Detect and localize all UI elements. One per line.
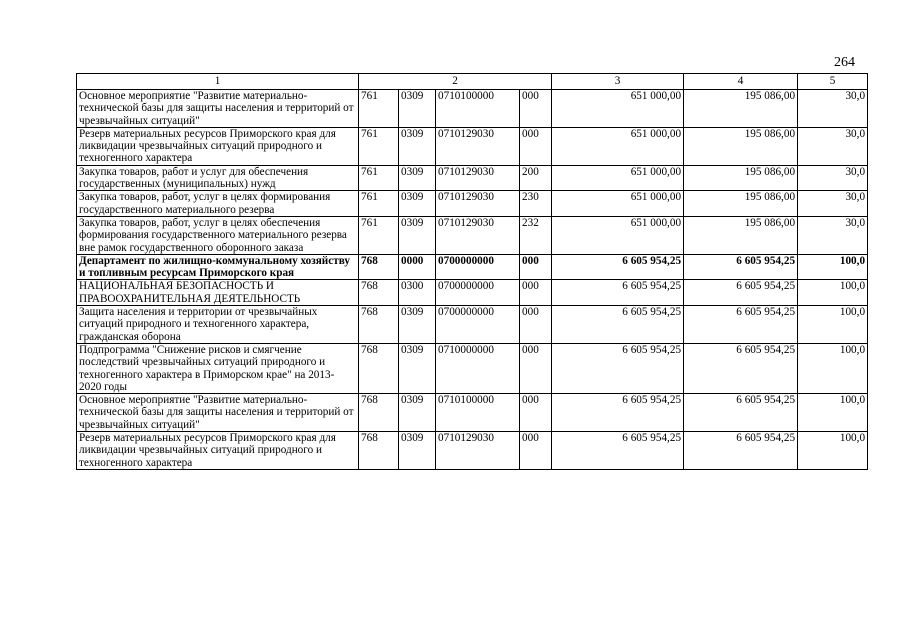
table-row — [77, 306, 868, 344]
row-ved-code: 761 — [359, 127, 399, 165]
row-ved-code: 768 — [359, 306, 399, 344]
row-ved-code: 761 — [359, 191, 399, 217]
row-expense-type-code: 000 — [520, 394, 552, 432]
row-actual-amount: 6 605 954,25 — [684, 306, 798, 344]
row-actual-amount: 195 086,00 — [684, 191, 798, 217]
row-percent: 100,0 — [798, 280, 868, 306]
row-actual-amount: 6 605 954,25 — [684, 394, 798, 432]
table-row — [77, 394, 868, 432]
row-expense-type-code: 000 — [520, 343, 552, 393]
row-section-code: 0309 — [399, 191, 436, 217]
row-name: Закупка товаров, работ, услуг в целях обеспечения формирования государственного материального резерва вне рамок государственного оборонного заказа — [77, 216, 359, 254]
row-ved-code: 761 — [359, 165, 399, 191]
row-actual-amount: 6 605 954,25 — [684, 343, 798, 393]
row-target-code: 0710129030 — [436, 165, 520, 191]
row-percent: 100,0 — [798, 254, 868, 280]
row-section-code: 0309 — [399, 306, 436, 344]
row-percent: 100,0 — [798, 432, 868, 470]
row-actual-amount: 195 086,00 — [684, 90, 798, 128]
row-percent: 100,0 — [798, 306, 868, 344]
table-row — [77, 165, 868, 191]
row-section-code: 0309 — [399, 216, 436, 254]
row-section-code: 0309 — [399, 127, 436, 165]
row-section-code: 0309 — [399, 343, 436, 393]
row-name: Подпрограмма "Снижение рисков и смягчение последствий чрезвычайных ситуаций природного и техногенного характера в Приморском крае" на 2013-2020 годы — [77, 343, 359, 393]
row-expense-type-code: 200 — [520, 165, 552, 191]
column-header-2: 2 — [359, 74, 552, 90]
row-percent: 100,0 — [798, 394, 868, 432]
row-actual-amount: 195 086,00 — [684, 216, 798, 254]
header-row — [77, 74, 868, 90]
row-target-code: 0710100000 — [436, 90, 520, 128]
row-section-code: 0309 — [399, 165, 436, 191]
row-planned-amount: 6 605 954,25 — [552, 394, 684, 432]
row-percent: 30,0 — [798, 127, 868, 165]
row-ved-code: 768 — [359, 343, 399, 393]
row-planned-amount: 6 605 954,25 — [552, 432, 684, 470]
row-section-code: 0309 — [399, 394, 436, 432]
row-ved-code: 768 — [359, 280, 399, 306]
row-planned-amount: 6 605 954,25 — [552, 343, 684, 393]
row-section-code: 0309 — [399, 90, 436, 128]
table-row — [77, 90, 868, 128]
row-actual-amount: 6 605 954,25 — [684, 254, 798, 280]
row-ved-code: 768 — [359, 254, 399, 280]
row-expense-type-code: 000 — [520, 306, 552, 344]
row-target-code: 0710129030 — [436, 432, 520, 470]
table-row — [77, 280, 868, 306]
row-planned-amount: 651 000,00 — [552, 165, 684, 191]
column-header-1: 1 — [77, 74, 359, 90]
row-section-code: 0309 — [399, 432, 436, 470]
row-name: Резерв материальных ресурсов Приморского края для ликвидации чрезвычайных ситуаций природного и техногенного характера — [77, 432, 359, 470]
row-percent: 100,0 — [798, 343, 868, 393]
row-expense-type-code: 000 — [520, 90, 552, 128]
column-header-3: 3 — [552, 74, 684, 90]
row-ved-code: 768 — [359, 432, 399, 470]
row-percent: 30,0 — [798, 90, 868, 128]
row-section-code: 0000 — [399, 254, 436, 280]
row-ved-code: 761 — [359, 90, 399, 128]
row-target-code: 0710000000 — [436, 343, 520, 393]
row-target-code: 0700000000 — [436, 280, 520, 306]
row-planned-amount: 651 000,00 — [552, 191, 684, 217]
row-target-code: 0710100000 — [436, 394, 520, 432]
row-expense-type-code: 230 — [520, 191, 552, 217]
table-row — [77, 254, 868, 280]
row-section-code: 0300 — [399, 280, 436, 306]
row-expense-type-code: 232 — [520, 216, 552, 254]
table-row — [77, 432, 868, 470]
row-planned-amount: 651 000,00 — [552, 90, 684, 128]
row-name: Резерв материальных ресурсов Приморского края для ликвидации чрезвычайных ситуаций природного и техногенного характера — [77, 127, 359, 165]
row-name: Основное мероприятие "Развитие материально-технической базы для защиты населения и территорий от чрезвычайных ситуаций" — [77, 90, 359, 128]
row-percent: 30,0 — [798, 216, 868, 254]
row-target-code: 0710129030 — [436, 191, 520, 217]
row-target-code: 0700000000 — [436, 306, 520, 344]
row-planned-amount: 651 000,00 — [552, 216, 684, 254]
row-ved-code: 761 — [359, 216, 399, 254]
row-name: Основное мероприятие "Развитие материально-технической базы для защиты населения и территорий от чрезвычайных ситуаций" — [77, 394, 359, 432]
row-target-code: 0710129030 — [436, 216, 520, 254]
page-number: 264 — [834, 55, 855, 70]
row-actual-amount: 6 605 954,25 — [684, 280, 798, 306]
row-name: Закупка товаров, работ, услуг в целях формирования государственного материального резерва — [77, 191, 359, 217]
row-name: НАЦИОНАЛЬНАЯ БЕЗОПАСНОСТЬ И ПРАВООХРАНИТЕЛЬНАЯ ДЕЯТЕЛЬНОСТЬ — [77, 280, 359, 306]
row-name: Защита населения и территории от чрезвычайных ситуаций природного и техногенного характера, гражданская оборона — [77, 306, 359, 344]
row-expense-type-code: 000 — [520, 254, 552, 280]
table-row — [77, 343, 868, 393]
row-target-code: 0700000000 — [436, 254, 520, 280]
row-planned-amount: 651 000,00 — [552, 127, 684, 165]
row-target-code: 0710129030 — [436, 127, 520, 165]
column-header-5: 5 — [798, 74, 868, 90]
row-planned-amount: 6 605 954,25 — [552, 306, 684, 344]
table-row — [77, 191, 868, 217]
row-planned-amount: 6 605 954,25 — [552, 254, 684, 280]
row-planned-amount: 6 605 954,25 — [552, 280, 684, 306]
row-name: Департамент по жилищно-коммунальному хозяйству и топливным ресурсам Приморского края — [77, 254, 359, 280]
row-actual-amount: 6 605 954,25 — [684, 432, 798, 470]
row-expense-type-code: 000 — [520, 432, 552, 470]
row-expense-type-code: 000 — [520, 127, 552, 165]
row-actual-amount: 195 086,00 — [684, 127, 798, 165]
budget-table — [76, 73, 868, 470]
row-expense-type-code: 000 — [520, 280, 552, 306]
row-percent: 30,0 — [798, 191, 868, 217]
column-header-4: 4 — [684, 74, 798, 90]
table-row — [77, 216, 868, 254]
row-percent: 30,0 — [798, 165, 868, 191]
row-name: Закупка товаров, работ и услуг для обеспечения государственных (муниципальных) нужд — [77, 165, 359, 191]
table-row — [77, 127, 868, 165]
row-ved-code: 768 — [359, 394, 399, 432]
row-actual-amount: 195 086,00 — [684, 165, 798, 191]
